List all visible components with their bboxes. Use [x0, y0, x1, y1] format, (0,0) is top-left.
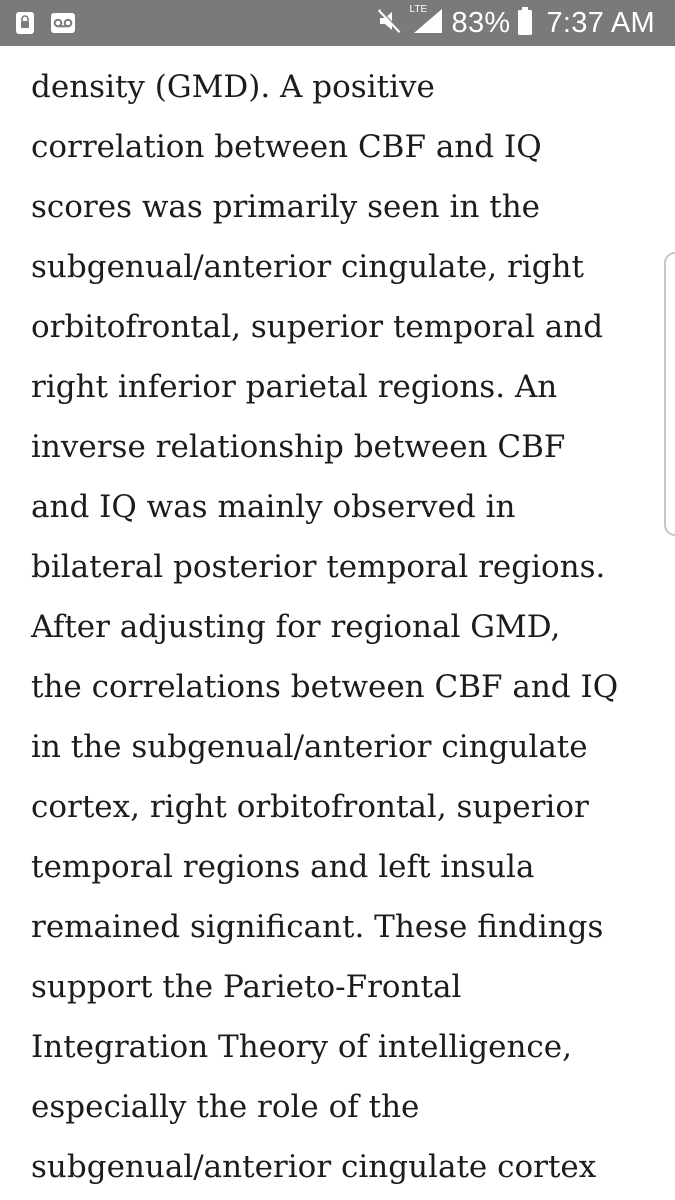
article-line: correlation between CBF and IQ: [31, 129, 542, 165]
article-line: density (GMD). A positive: [31, 69, 435, 105]
status-bar-system: [376, 0, 655, 46]
clock-time: 7:37 AM: [546, 7, 655, 39]
battery-icon: [517, 6, 533, 41]
article-line: and IQ was mainly observed in: [31, 489, 516, 525]
article-line: cortex, right orbitofrontal, superior: [31, 789, 589, 825]
article-line: right inferior parietal regions. An: [31, 369, 558, 405]
article-line: scores was primarily seen in the: [31, 189, 541, 225]
vibrate-mute-icon: [376, 6, 406, 41]
article-line: subgenual/anterior cingulate cortex: [31, 1149, 597, 1185]
article-line: Integration Theory of intelligence,: [31, 1029, 572, 1065]
article-line: in the subgenual/anterior cingulate: [31, 729, 588, 765]
article-line: the correlations between CBF and IQ: [31, 669, 619, 705]
battery-percent: 83%: [451, 7, 511, 39]
article-line: support the Parieto-Frontal: [31, 969, 462, 1005]
article-line: remained significant. These findings: [31, 909, 604, 945]
article-line: bilateral posterior temporal regions.: [31, 549, 606, 585]
scrollbar-handle[interactable]: [664, 252, 675, 536]
article-line: orbitofrontal, superior temporal and: [31, 309, 604, 345]
status-bar: [0, 0, 675, 46]
status-bar-notifications: [14, 11, 76, 40]
article-line: temporal regions and left insula: [31, 849, 535, 885]
signal-strength-icon: [409, 3, 446, 42]
network-type-label: LTE: [409, 3, 428, 15]
article-line: subgenual/anterior cingulate, right: [31, 249, 584, 285]
article-line: inverse relationship between CBF: [31, 429, 566, 465]
lock-screen-icon: [14, 11, 36, 40]
voicemail-icon: [50, 11, 76, 40]
article-line: After adjusting for regional GMD,: [31, 609, 561, 645]
article-line: especially the role of the: [31, 1089, 420, 1125]
